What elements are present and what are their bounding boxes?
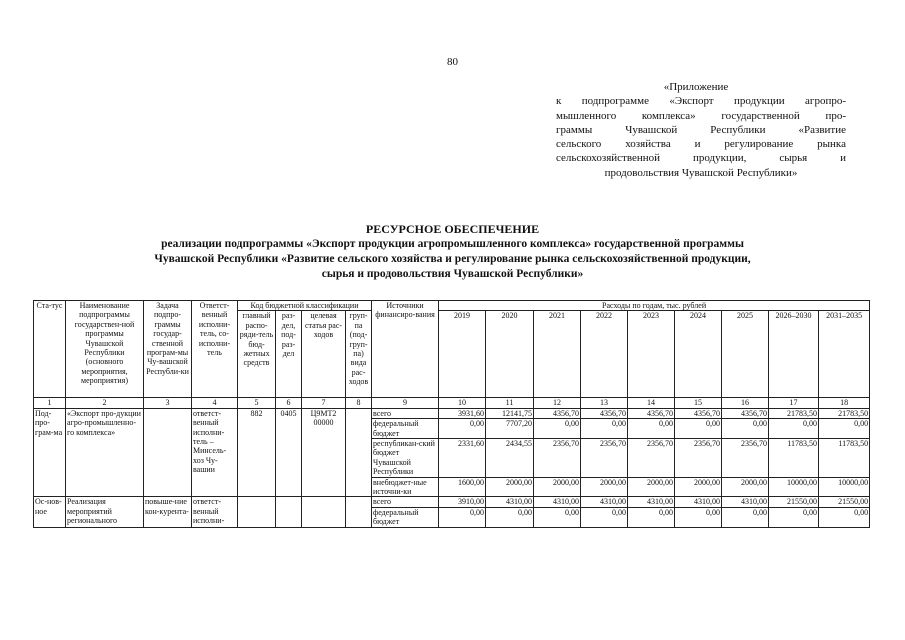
cell-value: 21783,50 [819,408,870,418]
cell-grbs: 882 [238,408,276,497]
header-year: 2020 [486,311,534,398]
header-year: 2024 [675,311,722,398]
header-expenses-by-year: Расходы по годам, тыс. рублей [439,301,870,311]
cell-value: 0,00 [675,419,722,439]
header-task: Задача подпро-граммы государ-ственной програм-мы Чу-вашской Республи-ки [144,301,192,398]
cell-value: 0,00 [581,507,628,527]
column-number: 9 [372,398,439,408]
cell-source: федеральный бюджет [372,419,439,439]
appendix-note [556,80,846,180]
title-line: Чувашской Республики «Развитие сельского хозяйства и регулирование рынка сельскохозяйственной продукции, [154,253,751,265]
title-line: реализации подпрограммы «Экспорт продукции агропромышленного комплекса» государственной программы [161,238,744,250]
column-number: 11 [486,398,534,408]
cell-value: 0,00 [534,507,581,527]
cell-task [144,408,192,497]
header-row [34,301,870,311]
cell-value: 0,00 [581,419,628,439]
cell-value: 0,00 [819,507,870,527]
cell-status: Под-про-грам-ма [34,408,66,497]
cell-source: всего [372,497,439,507]
cell-value: 4356,70 [675,408,722,418]
column-number-row [34,398,870,408]
header-year: 2026–2030 [769,311,819,398]
column-number: 12 [534,398,581,408]
cell-target-article: Ц9МТ2 00000 [302,408,346,497]
header-year: 2023 [628,311,675,398]
cell-value: 4310,00 [722,497,769,507]
column-number: 17 [769,398,819,408]
column-number: 3 [144,398,192,408]
appendix-line: мышленного комплекса» государственной про- [556,109,846,122]
column-number: 4 [192,398,238,408]
cell-value: 4310,00 [534,497,581,507]
cell-value: 2434,55 [486,439,534,478]
header-year: 2031–2035 [819,311,870,398]
cell-value: 0,00 [722,507,769,527]
column-number: 2 [66,398,144,408]
cell-value: 2331,60 [439,439,486,478]
cell-value: 2356,70 [534,439,581,478]
cell-value: 2356,70 [722,439,769,478]
appendix-line: сельскохозяйственной продукции, сырья и [556,152,846,165]
cell-value: 4310,00 [628,497,675,507]
cell-name: Реализация мероприятий регионального [66,497,144,527]
cell-value: 12141,75 [486,408,534,418]
cell-value: 1600,00 [439,477,486,497]
cell-responsible: ответст-венный исполни-тель – Минсель-хоз Чу-вашии [192,408,238,497]
column-number: 6 [276,398,302,408]
cell-section: 0405 [276,408,302,497]
header-name: Наименование подпрограммы государствен-ной программы Чувашской Республики (основного мероприятия, мероприятия) [66,301,144,398]
cell-source: федеральный бюджет [372,507,439,527]
cell-value: 4356,70 [534,408,581,418]
header-status: Ста-тус [34,301,66,398]
header-main-manager: главный распо-ряди-тель бюд-жетных средств [238,311,276,398]
cell-value: 10000,00 [769,477,819,497]
cell-value: 4310,00 [486,497,534,507]
cell-value: 0,00 [534,419,581,439]
header-funding-sources: Источники финансиро-вания [372,301,439,398]
cell-value: 2356,70 [581,439,628,478]
cell-value: 11783,50 [819,439,870,478]
cell-source: внебюджет-ные источни-ки [372,477,439,497]
cell-value: 21550,00 [819,497,870,507]
cell-value: 11783,50 [769,439,819,478]
column-number: 1 [34,398,66,408]
cell-value: 0,00 [486,507,534,527]
cell-expense-group [346,408,372,497]
appendix-line: «Приложение [663,81,729,93]
cell-value: 2000,00 [534,477,581,497]
column-number: 8 [346,398,372,408]
cell-responsible: ответст-венный исполни- [192,497,238,527]
cell-value: 21783,50 [769,408,819,418]
cell-target-article [302,497,346,527]
header-year: 2025 [722,311,769,398]
cell-value: 0,00 [769,507,819,527]
column-number: 14 [628,398,675,408]
cell-grbs [238,497,276,527]
appendix-line: сельского хозяйства и регулирование рынка [556,138,846,151]
table-row [34,497,870,507]
cell-value: 7707,20 [486,419,534,439]
cell-value: 0,00 [439,507,486,527]
cell-expense-group [346,497,372,527]
cell-value: 4310,00 [581,497,628,507]
cell-status: Ос-нов-ное [34,497,66,527]
cell-value: 3931,60 [439,408,486,418]
column-number: 16 [722,398,769,408]
cell-value: 2000,00 [581,477,628,497]
appendix-line: продовольствия Чувашской Республики» [604,166,798,179]
page-number: 80 [447,56,458,68]
column-number: 18 [819,398,870,408]
header-year: 2021 [534,311,581,398]
column-number: 10 [439,398,486,408]
header-expense-group: груп-па (под-груп-па) вида рас-ходов [346,311,372,398]
cell-value: 0,00 [628,507,675,527]
cell-value: 10000,00 [819,477,870,497]
cell-value: 21550,00 [769,497,819,507]
cell-name: «Экспорт про-дукции агро-промышленно-го комплекса» [66,408,144,497]
cell-value: 0,00 [769,419,819,439]
appendix-line: граммы Чувашской Республики «Развитие [556,123,846,136]
title-main: РЕСУРСНОЕ ОБЕСПЕЧЕНИЕ [365,222,540,236]
cell-value: 0,00 [675,507,722,527]
document-title [0,222,905,282]
cell-value: 2000,00 [628,477,675,497]
cell-value: 0,00 [628,419,675,439]
cell-value: 2000,00 [722,477,769,497]
appendix-line: к подпрограмме «Экспорт продукции агропро- [556,95,846,108]
cell-value: 2356,70 [628,439,675,478]
title-line: сырья и продовольствия Чувашской Республики» [321,268,584,280]
cell-value: 4356,70 [628,408,675,418]
header-responsible: Ответст-венный исполни-тель, со-исполни-тель [192,301,238,398]
cell-task: повыше-ние кон-курента- [144,497,192,527]
cell-value: 3910,00 [439,497,486,507]
header-year: 2022 [581,311,628,398]
column-number: 13 [581,398,628,408]
cell-value: 0,00 [439,419,486,439]
header-target-article: целевая статья рас-ходов [302,311,346,398]
resource-table [33,300,870,528]
cell-value: 2356,70 [675,439,722,478]
cell-value: 2000,00 [486,477,534,497]
cell-value: 0,00 [722,419,769,439]
header-budget-code: Код бюджетной классификации [238,301,372,311]
cell-value: 4356,70 [722,408,769,418]
cell-source: всего [372,408,439,418]
cell-section [276,497,302,527]
header-year: 2019 [439,311,486,398]
cell-value: 4356,70 [581,408,628,418]
column-number: 5 [238,398,276,408]
header-section: раз-дел, под-раз-дел [276,311,302,398]
column-number: 15 [675,398,722,408]
table-row [34,408,870,418]
cell-value: 0,00 [819,419,870,439]
cell-source: республикан-ский бюджет Чувашской Республики [372,439,439,478]
column-number: 7 [302,398,346,408]
cell-value: 2000,00 [675,477,722,497]
cell-value: 4310,00 [675,497,722,507]
